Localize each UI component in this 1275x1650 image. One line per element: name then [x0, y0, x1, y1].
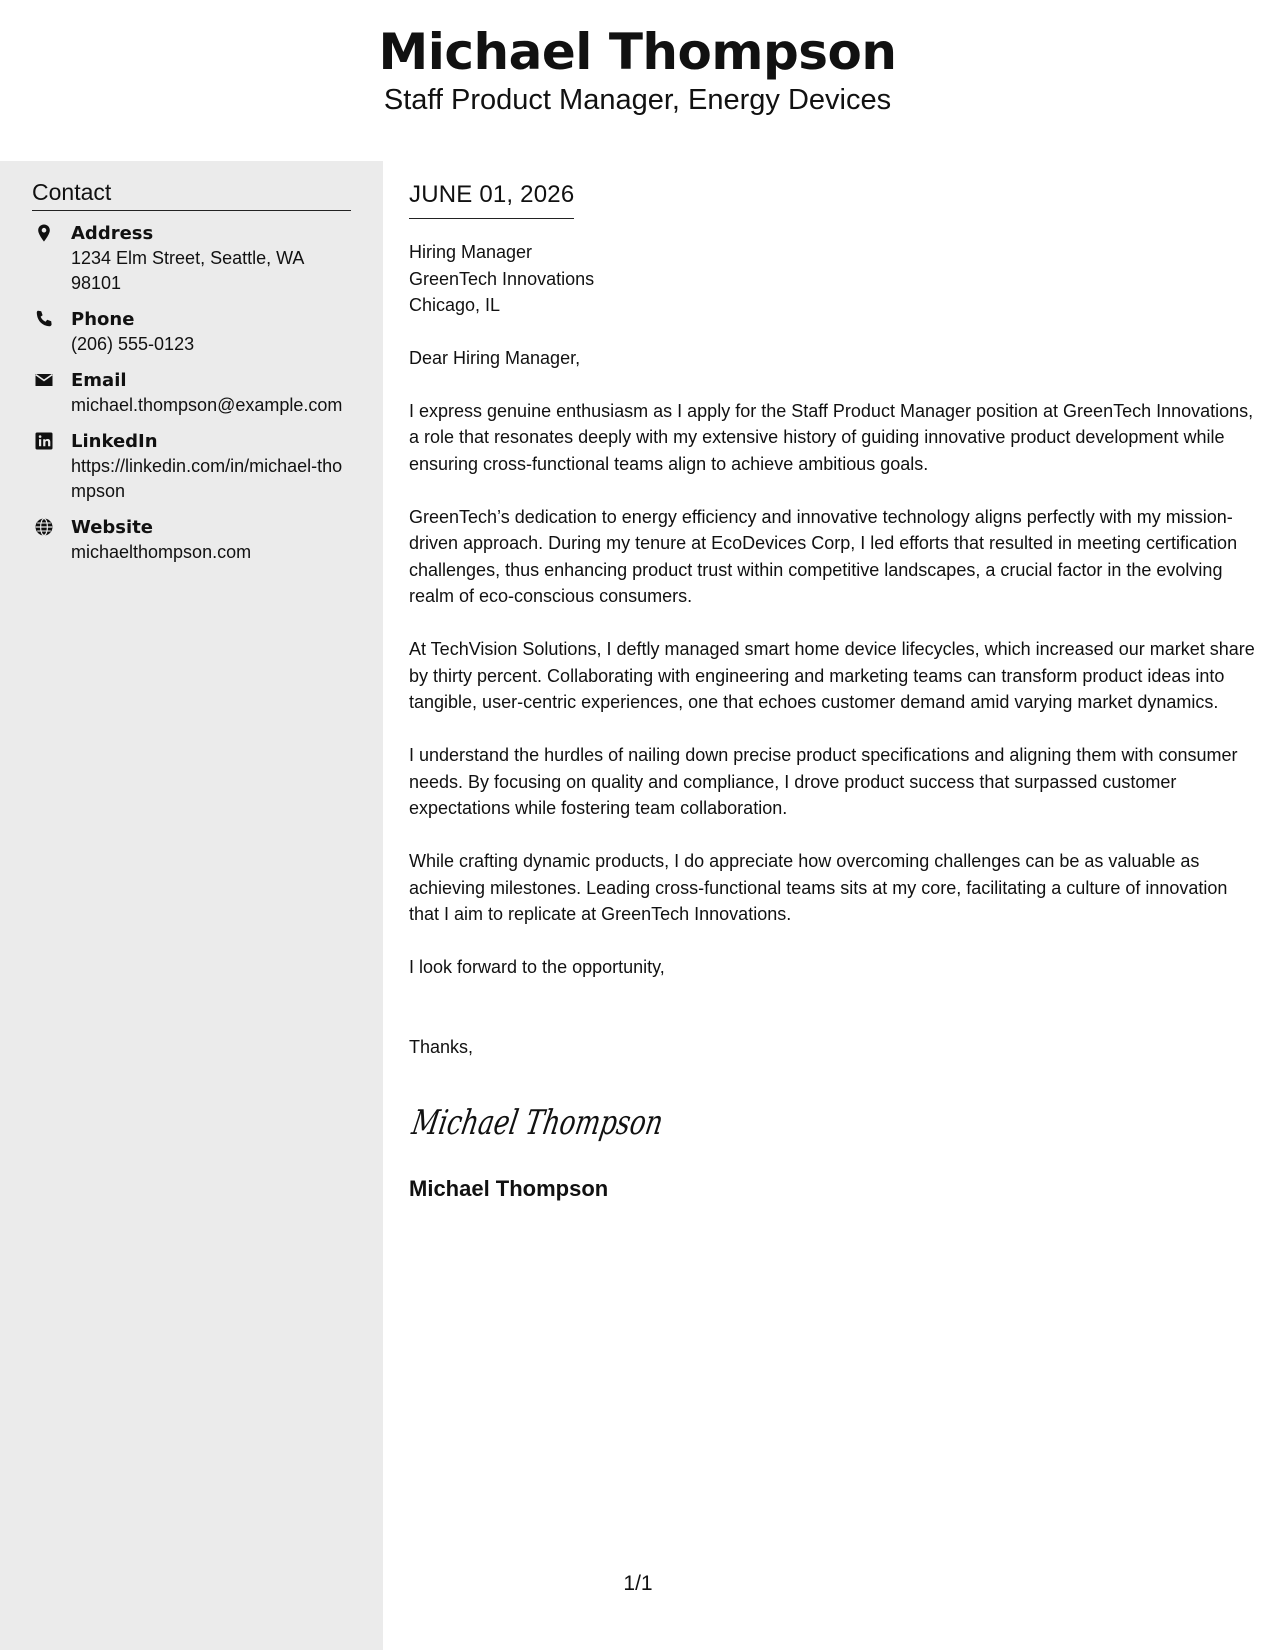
recipient-line: Chicago, IL	[409, 295, 501, 315]
page-number: 1/1	[623, 1572, 653, 1595]
phone-value: (206) 555-0123	[71, 334, 195, 354]
recipient-line: GreenTech Innovations	[409, 268, 595, 289]
recipient-line: Hiring Manager	[409, 242, 533, 262]
email-link[interactable]: michael.thompson@example.com	[71, 395, 343, 415]
body-paragraph: I understand the hurdles of nailing down precise product specifications and aligning them with consumer needs. By focusing on quality and compliance, I drove product success that surpassed customer expectations while fostering team collaboration.	[409, 745, 1238, 818]
contact-label: Address	[71, 223, 154, 244]
website-link[interactable]: michaelthompson.com	[71, 542, 252, 562]
contact-item-linkedin	[32, 429, 352, 504]
phone-icon	[34, 309, 54, 329]
linkedin-icon	[34, 431, 54, 451]
contact-item-phone	[32, 307, 352, 357]
contact-label: LinkedIn	[71, 431, 158, 452]
contact-label: Email	[71, 370, 127, 391]
letter-header	[0, 0, 1275, 161]
closing-remark: I look forward to the opportunity,	[409, 957, 665, 977]
body-paragraph: While crafting dynamic products, I do appreciate how overcoming challenges can be as valuable as achieving milestones. Leading cross-functional teams sits at my core, facilitating a culture of innovation that I aim to replicate at GreenTech Innovations.	[409, 851, 1228, 924]
body-paragraph: At TechVision Solutions, I deftly managed smart home device lifecycles, which increased our market share by thirty percent. Collaborating with engineering and marketing teams can transform product ideas into tangible, user-centric experiences, one that echoes customer demand amid varying market dynamics.	[409, 639, 1255, 712]
closing: Thanks,	[409, 1036, 474, 1057]
signed-name: Michael Thompson	[409, 1176, 609, 1201]
applicant-title: Staff Product Manager, Energy Devices	[383, 84, 892, 116]
address-value: 1234 Elm Street, Seattle, WA 98101	[71, 248, 304, 293]
contact-label: Website	[71, 517, 154, 538]
recipient-block	[409, 239, 1255, 319]
contact-list	[32, 221, 352, 576]
letter-date: JUNE 01, 2026	[409, 179, 574, 219]
map-pin-icon	[34, 223, 54, 243]
globe-icon	[34, 517, 54, 537]
handwritten-signature	[409, 1098, 744, 1148]
body-paragraph: GreenTech’s dedication to energy efficiency and innovative technology aligns perfectly with my mission-driven approach. During my tenure at EcoDevices Corp, I led efforts that resulted in meeting certification challenges, thus enhancing product trust within competitive landscapes, a crucial factor in the evolving realm of eco-conscious consumers.	[409, 506, 1238, 606]
envelope-icon	[34, 370, 54, 390]
contact-item-email	[32, 368, 352, 418]
linkedin-link[interactable]: https://linkedin.com/in/michael-thompson	[71, 456, 343, 501]
contact-heading: Contact	[32, 176, 351, 211]
salutation: Dear Hiring Manager,	[409, 347, 581, 368]
contact-label: Phone	[71, 309, 135, 330]
applicant-name: Michael Thompson	[378, 23, 897, 81]
contact-item-address	[32, 221, 352, 296]
contact-sidebar	[0, 161, 383, 1650]
contact-item-website	[32, 515, 352, 565]
body-paragraph: I express genuine enthusiasm as I apply for the Staff Product Manager position at GreenTech Innovations, a role that resonates deeply with my extensive history of guiding innovative product development while ensuring cross-functional teams align to achieve ambitious goals.	[409, 400, 1254, 474]
letter-body	[409, 161, 1255, 1204]
svg-text:Michael Thompson: Michael Thompson	[409, 1103, 744, 1143]
